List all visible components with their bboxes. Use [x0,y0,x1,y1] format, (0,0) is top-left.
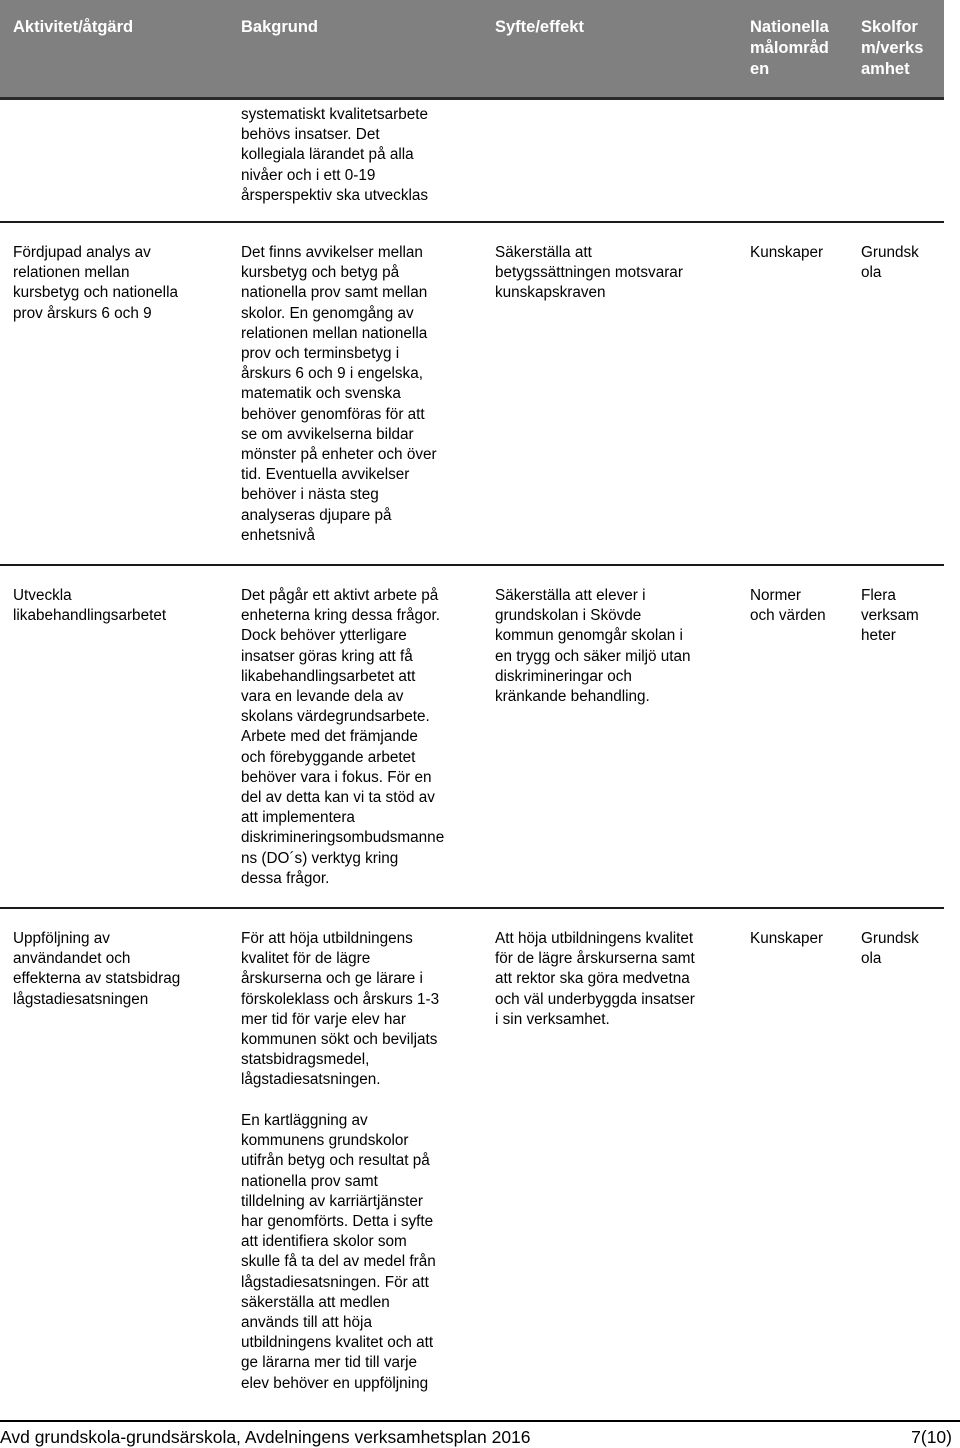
footer-title: Avd grundskola-grundsärskola, Avdelningens verksamhetsplan 2016 [0,1427,531,1447]
header-skolform: Skolfor m/verks amhet [861,18,924,78]
table-row [0,566,944,906]
table-row [0,909,944,1414]
cell-bakgrund-continued: En kartläggning av kommunens grundskolor utifrån betyg och resultat på nationella prov samt tilldelning av karriärtjänster har genomförts. Detta i syfte att identifiera skolor som skulle få ta del av medel från lågstadiesatsningen. För att säkerställa att medlen används till att höja utbildningens kvalitet och att ge lärarna mer tid till varje elev behöver en uppföljning [241,1112,436,1392]
cell-bakgrund: Det finns avvikelser mellan kursbetyg och betyg på nationella prov samt mellan skolor. En genomgång av relationen mellan nationella prov och terminsbetyg i årskurs 6 och 9 i engelska, matematik och svenska behöver genomföras för att se om avvikelserna bildar mönster på enheter och över tid. Eventuella avvikelser behöver i nästa steg analyseras djupare på enhetsnivå [241,244,437,544]
cell-aktivitet: Utveckla likabehandlingsarbetet [13,587,167,625]
table-header [0,0,944,100]
header-syfte: Syfte/effekt [495,18,584,36]
cell-bakgrund: Det pågår ett aktivt arbete på enheterna kring dessa frågor. Dock behöver ytterligare insatser göras kring att få likabehandlingsarbetet att vara en levande dela av skolans värdegrundsarbete. Arbete med det främjande och förebyggande arbetet behöver vara i fokus. För en del av detta kan vi ta stöd av att implementera diskrimineringsombudsmanne ns (DO´s) verktyg kring dessa frågor. [241,587,445,887]
table-row [0,100,944,220]
cell-aktivitet: Fördjupad analys av relationen mellan kursbetyg och nationella prov årskurs 6 och 9 [13,244,178,322]
footer-divider [0,1420,960,1422]
cell-syfte: Säkerställa att betygssättningen motsvarar kunskapskraven [495,244,683,302]
cell-malomrade: Kunskaper [750,930,824,947]
cell-syfte: Att höja utbildningens kvalitet för de lägre årskurserna samt att rektor ska göra medvetna och väl underbyggda insatser i sin verksamhet. [495,930,695,1028]
header-aktivitet: Aktivitet/åtgärd [13,18,134,36]
header-malomrade: Nationella målområd en [750,18,829,78]
cell-skolform: Flera verksam heter [861,587,919,645]
cell-syfte: Säkerställa att elever i grundskolan i Skövde kommun genomgår skolan i en trygg och säker miljö utan diskrimineringar och kränkande behandling. [495,587,691,706]
cell-skolform: Grundsk ola [861,930,919,968]
footer-page-number: 7(10) [911,1427,952,1447]
cell-malomrade: Kunskaper [750,244,824,261]
cell-bakgrund: För att höja utbildningens kvalitet för de lägre årskurserna och ge lärare i förskoleklass och årskurs 1-3 mer tid för varje elev har kommunen sökt och beviljats statsbidragsmedel, lågstadiesatsningen. [241,930,440,1089]
cell-malomrade: Normer och värden [750,587,826,625]
header-bakgrund: Bakgrund [241,18,319,36]
table-row [0,223,944,563]
cell-aktivitet: Uppföljning av användandet och effekterna av statsbidrag lågstadiesatsningen [13,930,181,1008]
cell-skolform: Grundsk ola [861,244,919,282]
cell-bakgrund: systematiskt kvalitetsarbete behövs insatser. Det kollegiala lärandet på alla nivåer och i ett 0-19 årsperspektiv ska utvecklas [241,106,429,204]
